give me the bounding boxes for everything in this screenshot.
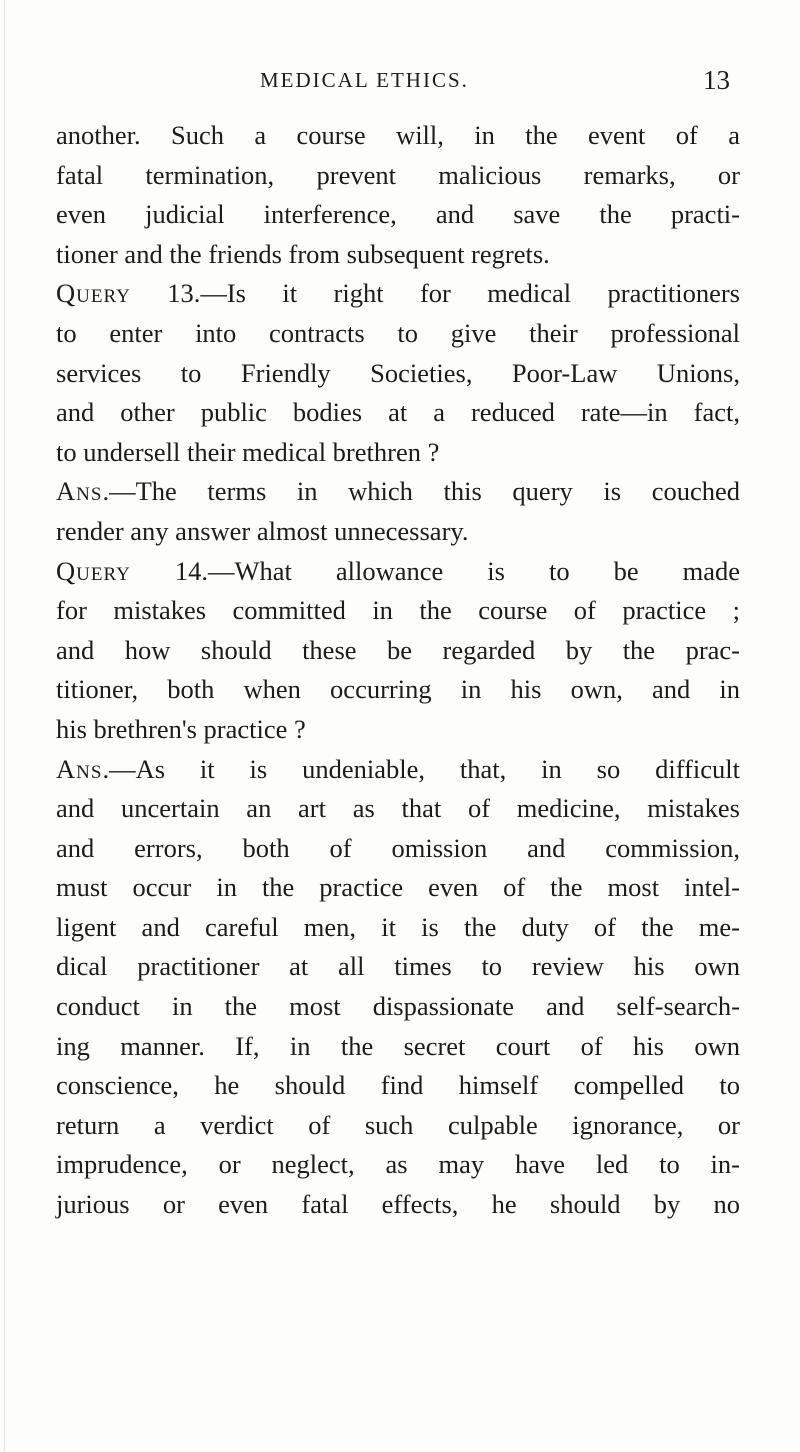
query-label: Query [56, 555, 131, 586]
text-line: fatal termination, prevent malicious remarks, or [56, 159, 740, 190]
text-line: imprudence, or neglect, as may have led to in- [56, 1149, 740, 1180]
text-line: must occur in the practice even of the most intel- [56, 872, 740, 903]
text-line: and errors, both of omission and commission, [56, 832, 740, 863]
query-label: Query [56, 278, 131, 309]
page-number: 13 [703, 65, 730, 95]
text-line: dical practitioner at all times to review his own [56, 951, 740, 982]
answer-label: Ans [56, 476, 103, 507]
text-line: ligent and careful men, it is the duty of the me- [56, 911, 740, 942]
page-header [0, 60, 800, 100]
text-line: another. Such a course will, in the event of a [56, 120, 740, 150]
page-gutter-edge [4, 0, 5, 1452]
answer-label: Ans [56, 753, 103, 784]
text-line: services to Friendly Societies, Poor-Law Unions, [56, 357, 740, 388]
running-title: MEDICAL ETHICS. [260, 68, 469, 92]
answer-13-line: Ans.—The terms in which this query is couched [56, 476, 740, 507]
query-14-line: Query 14.—What allowance is to be made [56, 555, 740, 586]
text-line: render any answer almost unnecessary. [56, 515, 469, 546]
text-line: for mistakes committed in the course of practice ; [56, 595, 740, 626]
text-line: titioner, both when occurring in his own, and in [56, 674, 740, 705]
text-line: and uncertain an art as that of medicine, mistakes [56, 793, 740, 824]
text-line: to undersell their medical brethren ? [56, 436, 440, 467]
text-line: return a verdict of such culpable ignorance, or [56, 1109, 740, 1140]
body-text [56, 116, 740, 1225]
text-line: and how should these be regarded by the prac- [56, 634, 740, 665]
text-line: conduct in the most dispassionate and self-search- [56, 991, 740, 1022]
answer-14-line: Ans.—As it is undeniable, that, in so difficult [56, 753, 740, 784]
text-line: and other public bodies at a reduced rate—in fact, [56, 397, 740, 428]
text-line: conscience, he should find himself compelled to [56, 1070, 740, 1101]
text-line: jurious or even fatal effects, he should by no [56, 1189, 740, 1220]
text-line: even judicial interference, and save the practi- [56, 199, 740, 230]
text-line: to enter into contracts to give their professional [56, 317, 740, 348]
text-line: ing manner. If, in the secret court of his own [56, 1030, 740, 1061]
text-line: his brethren's practice ? [56, 713, 306, 744]
query-13-line: Query 13.—Is it right for medical practitioners [56, 278, 740, 309]
text-line: tioner and the friends from subsequent regrets. [56, 238, 550, 269]
